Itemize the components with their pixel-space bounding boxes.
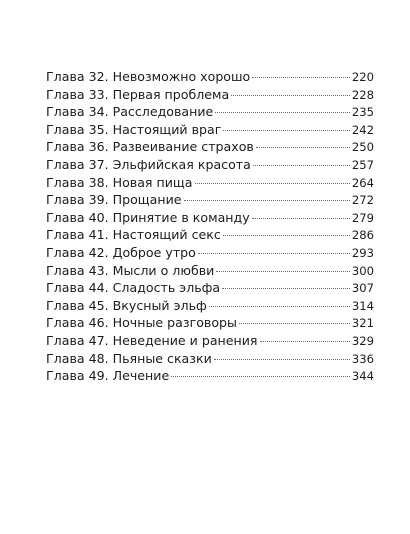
- dot-leader: [252, 218, 350, 219]
- dot-leader: [209, 306, 350, 307]
- dot-leader: [239, 323, 350, 324]
- dot-leader: [252, 77, 350, 78]
- chapter-title: Глава 47. Неведение и ранения: [46, 332, 258, 348]
- chapter-title: Глава 37. Эльфийская красота: [46, 156, 251, 172]
- chapter-title: Глава 38. Новая пища: [46, 174, 193, 190]
- chapter-title: Глава 42. Доброе утро: [46, 244, 196, 260]
- dot-leader: [184, 200, 350, 201]
- dot-leader: [253, 165, 350, 166]
- dot-leader: [223, 130, 350, 131]
- toc-entry: [46, 332, 374, 350]
- page-number: 220: [351, 70, 374, 84]
- page-number: 293: [351, 245, 374, 260]
- dot-leader: [198, 253, 350, 254]
- page-number: 300: [351, 263, 374, 278]
- chapter-title: Глава 44. Сладость эльфа: [46, 280, 221, 296]
- chapter-title: Глава 39. Прощание: [46, 192, 182, 208]
- toc-entry: [46, 103, 374, 121]
- chapter-title: Глава 34. Расследование: [46, 104, 214, 120]
- page-number: 272: [351, 193, 374, 208]
- chapter-title: Глава 49. Лечение: [46, 368, 170, 384]
- page-number: 321: [351, 316, 374, 331]
- page-number: 235: [351, 105, 374, 120]
- chapter-title: Глава 33. Первая проблема: [46, 86, 230, 102]
- dot-leader: [214, 359, 350, 360]
- page-number: 250: [351, 140, 374, 155]
- toc-entry: [46, 138, 374, 156]
- page-number: 242: [351, 122, 374, 137]
- toc-entry: [46, 86, 374, 104]
- chapter-title: Глава 43. Мысли о любви: [46, 262, 215, 278]
- dot-leader: [223, 235, 350, 236]
- chapter-title: Глава 35. Настоящий враг: [46, 121, 222, 137]
- dot-leader: [260, 341, 350, 342]
- page-number: 264: [351, 175, 374, 190]
- page-number: 257: [351, 157, 374, 172]
- dot-leader: [215, 112, 350, 113]
- toc-entry: [46, 314, 374, 332]
- dot-leader: [171, 376, 350, 377]
- dot-leader: [222, 288, 350, 289]
- toc-entry: [46, 68, 374, 86]
- page-number: 314: [351, 298, 374, 313]
- page-number: 336: [351, 351, 374, 366]
- toc-entry: [46, 367, 374, 385]
- toc-entry: [46, 209, 374, 227]
- toc-entry: [46, 244, 374, 262]
- dot-leader: [195, 183, 350, 184]
- dot-leader: [256, 147, 350, 148]
- chapter-title: Глава 46. Ночные разговоры: [46, 315, 237, 331]
- toc-entry: [46, 279, 374, 297]
- page-number: 279: [351, 210, 374, 225]
- toc-entry: [46, 121, 374, 139]
- chapter-title: Глава 48. Пьяные сказки: [46, 350, 212, 366]
- chapter-title: Глава 32. Невозможно хорошо: [46, 69, 251, 84]
- toc-entry: [46, 297, 374, 315]
- chapter-title: Глава 45. Вкусный эльф: [46, 297, 207, 313]
- chapter-title: Глава 41. Настоящий секс: [46, 227, 221, 243]
- chapter-title: Глава 36. Развеивание страхов: [46, 139, 254, 155]
- toc-entry: [46, 226, 374, 244]
- dot-leader: [231, 95, 350, 96]
- chapter-title: Глава 40. Принятие в команду: [46, 209, 250, 225]
- page-number: 344: [351, 369, 374, 384]
- page-number: 329: [351, 333, 374, 348]
- toc-entry: [46, 156, 374, 174]
- toc-entry: [46, 191, 374, 209]
- page-number: 307: [351, 281, 374, 296]
- page-number: 286: [351, 228, 374, 243]
- dot-leader: [216, 271, 350, 272]
- page-number: 228: [351, 87, 374, 102]
- toc-entry: [46, 350, 374, 368]
- toc-entry: [46, 262, 374, 280]
- toc-entry: [46, 174, 374, 192]
- table-of-contents: [46, 68, 374, 385]
